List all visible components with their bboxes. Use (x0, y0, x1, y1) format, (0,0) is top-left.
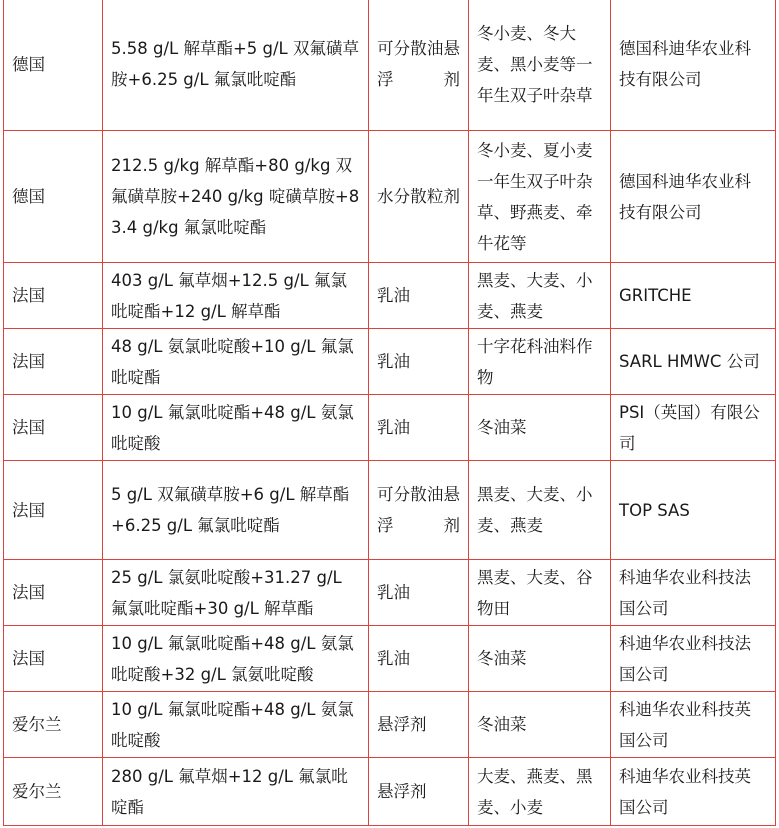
company-cell: 科迪华农业科技法国公司 (611, 560, 776, 626)
table-row (4, 758, 776, 826)
crop-cell: 大麦、燕麦、黑麦、小麦 (469, 758, 611, 826)
country-cell: 法国 (4, 395, 103, 461)
formula-cell: 48 g/L 氨氯吡啶酸+10 g/L 氟氯吡啶酯 (103, 329, 369, 395)
crop-cell: 冬油菜 (469, 692, 611, 758)
table-row (4, 329, 776, 395)
formulation-cell (369, 131, 469, 263)
company-cell: 德国科迪华农业科技有限公司 (611, 0, 776, 131)
company-cell: TOP SAS (611, 461, 776, 560)
formula-cell: 25 g/L 氯氨吡啶酸+31.27 g/L 氟氯吡啶酯+30 g/L 解草酯 (103, 560, 369, 626)
company-cell: 德国科迪华农业科技有限公司 (611, 131, 776, 263)
crop-cell: 黑麦、大麦、小麦、燕麦 (469, 263, 611, 329)
formulation-cell: 乳油 (369, 329, 469, 395)
crop-cell: 冬小麦、夏小麦一年生双子叶杂草、野燕麦、牵牛花等 (469, 131, 611, 263)
formulation-cell: 乳油 (369, 560, 469, 626)
company-cell: GRITCHE (611, 263, 776, 329)
formula-cell: 5 g/L 双氟磺草胺+6 g/L 解草酯+6.25 g/L 氟氯吡啶酯 (103, 461, 369, 560)
country-cell: 爱尔兰 (4, 692, 103, 758)
crop-cell: 冬油菜 (469, 626, 611, 692)
formula-cell: 5.58 g/L 解草酯+5 g/L 双氟磺草胺+6.25 g/L 氟氯吡啶酯 (103, 0, 369, 131)
formulation-cell: 乳油 (369, 626, 469, 692)
crop-cell: 冬油菜 (469, 395, 611, 461)
crop-cell: 十字花科油料作物 (469, 329, 611, 395)
table-row (4, 560, 776, 626)
country-cell: 法国 (4, 329, 103, 395)
formula-cell: 10 g/L 氟氯吡啶酯+48 g/L 氨氯吡啶酸 (103, 395, 369, 461)
crop-cell: 黑麦、大麦、小麦、燕麦 (469, 461, 611, 560)
formulation-cell: 悬浮剂 (369, 692, 469, 758)
formulation-cell: 乳油 (369, 395, 469, 461)
formula-cell: 212.5 g/kg 解草酯+80 g/kg 双氟磺草胺+240 g/kg 啶磺草胺+83.4 g/kg 氟氯吡啶酯 (103, 131, 369, 263)
table-row (4, 395, 776, 461)
formula-cell: 403 g/L 氟草烟+12.5 g/L 氟氯吡啶酯+12 g/L 解草酯 (103, 263, 369, 329)
formulation-cell: 乳油 (369, 263, 469, 329)
formulation-cell (369, 461, 469, 560)
country-cell: 德国 (4, 0, 103, 131)
formula-cell: 10 g/L 氟氯吡啶酯+48 g/L 氨氯吡啶酸 (103, 692, 369, 758)
table-row (4, 131, 776, 263)
company-cell: PSI（英国）有限公司 (611, 395, 776, 461)
crop-cell: 冬小麦、冬大麦、黑小麦等一年生双子叶杂草 (469, 0, 611, 131)
formula-cell: 10 g/L 氟氯吡啶酯+48 g/L 氨氯吡啶酸+32 g/L 氯氨吡啶酸 (103, 626, 369, 692)
country-cell: 爱尔兰 (4, 758, 103, 826)
registration-table (3, 0, 776, 826)
country-cell: 法国 (4, 626, 103, 692)
country-cell: 法国 (4, 263, 103, 329)
company-cell: 科迪华农业科技英国公司 (611, 758, 776, 826)
country-cell: 德国 (4, 131, 103, 263)
crop-cell: 黑麦、大麦、谷物田 (469, 560, 611, 626)
table-row (4, 461, 776, 560)
formulation-cell (369, 0, 469, 131)
company-cell: SARL HMWC 公司 (611, 329, 776, 395)
formula-cell: 280 g/L 氟草烟+12 g/L 氟氯吡啶酯 (103, 758, 369, 826)
table-row (4, 263, 776, 329)
formulation-text: 可分散油悬浮剂 (377, 39, 460, 89)
table-row (4, 626, 776, 692)
company-cell: 科迪华农业科技英国公司 (611, 692, 776, 758)
company-cell: 科迪华农业科技法国公司 (611, 626, 776, 692)
formulation-text: 可分散油悬浮剂 (377, 485, 460, 535)
formulation-text: 水分散粒剂 (377, 187, 460, 206)
formulation-cell: 悬浮剂 (369, 758, 469, 826)
table-row (4, 0, 776, 131)
table-row (4, 692, 776, 758)
country-cell: 法国 (4, 560, 103, 626)
country-cell: 法国 (4, 461, 103, 560)
